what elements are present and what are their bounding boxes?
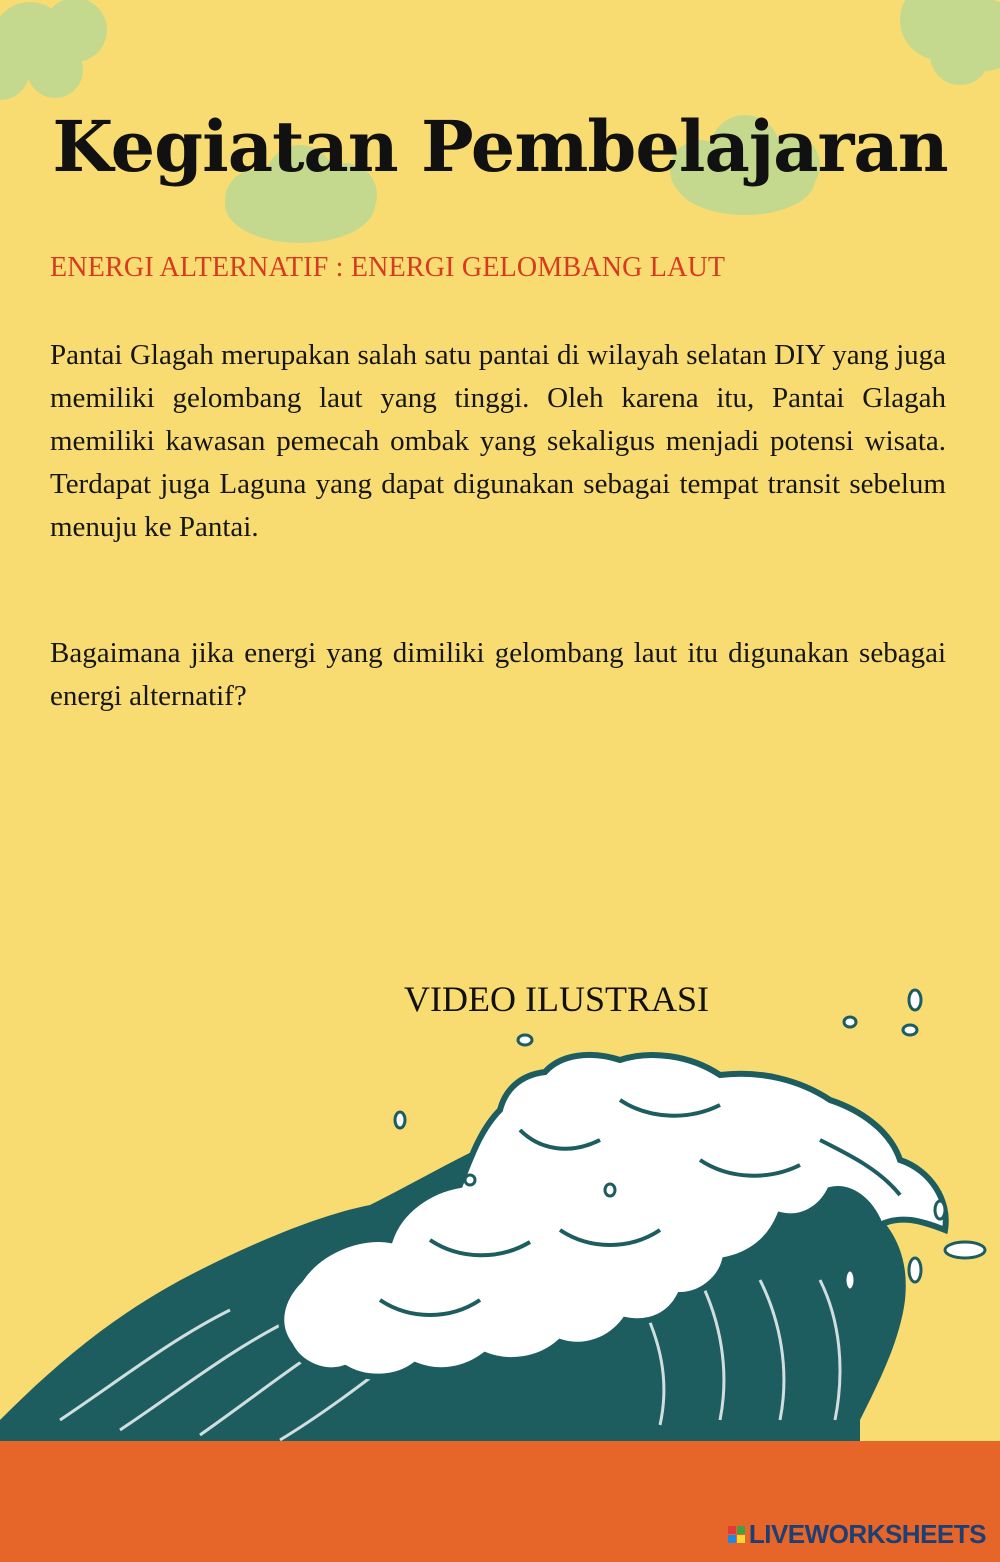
cloud-icon — [0, 0, 107, 100]
brand-name: LIVEWORKSHEETS — [748, 1519, 986, 1549]
cloud-icon — [900, 0, 1000, 85]
ocean-wave-icon — [0, 980, 1000, 1450]
question-paragraph: Bagaimana jika energi yang dimiliki gelombang laut itu digunakan sebagai energi alternatif? — [50, 637, 946, 712]
video-illustration-label: VIDEO ILUSTRASI — [404, 979, 709, 1019]
section-subtitle: ENERGI ALTERNATIF : ENERGI GELOMBANG LAUT — [50, 252, 726, 283]
description-paragraph: Pantai Glagah merupakan salah satu pantai di wilayah selatan DIY yang juga memiliki gelombang laut yang tinggi. Oleh karena itu, Pantai Glagah memiliki kawasan pemecah ombak yang sekaligus menjadi potensi wisata. Terdapat juga Laguna yang dapat digunakan sebagai tempat transit sebelum menuju ke Pantai. — [50, 339, 946, 543]
liveworksheets-brand[interactable] — [728, 1519, 986, 1550]
page-title: Kegiatan Pembelajaran — [52, 105, 948, 188]
footer-bar — [0, 1441, 1000, 1562]
liveworksheets-logo-icon — [728, 1526, 745, 1543]
